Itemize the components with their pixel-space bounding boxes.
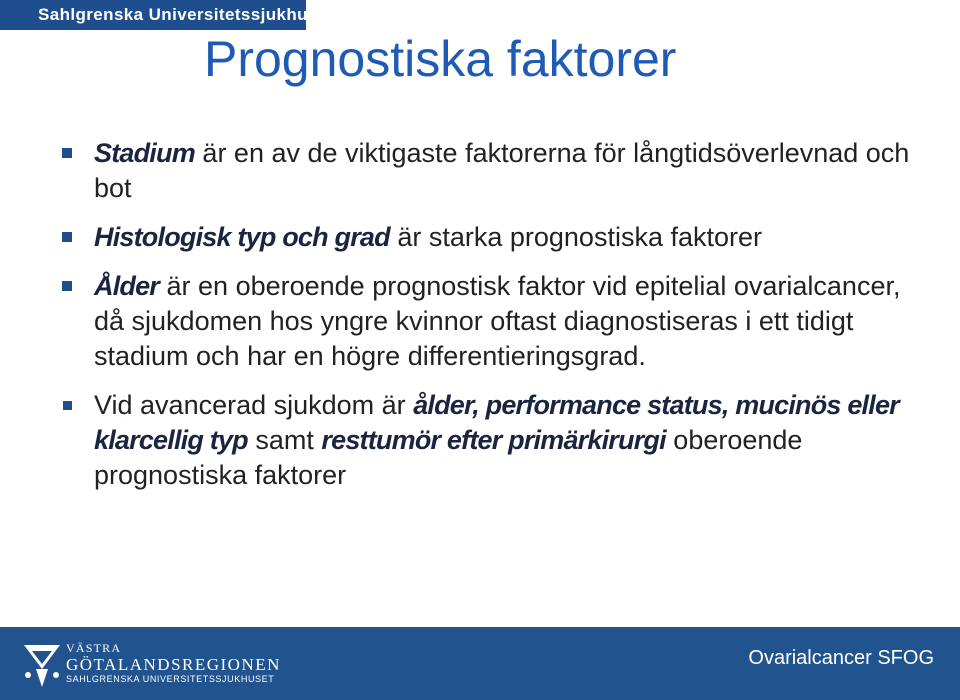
slide-title: Prognostiska faktorer xyxy=(204,31,677,87)
bullet-text: är en oberoende prognostisk faktor vid epitelial ovarialcancer, då sjukdomen hos yngre kvinnor oftast diagnostiseras i ett tidigt stadium och har en högre differentieringsgrad. xyxy=(94,271,901,371)
bullet-item xyxy=(56,388,916,493)
bullet-square-icon xyxy=(62,232,72,242)
bullet-text: samt xyxy=(247,425,322,455)
vgr-logo xyxy=(22,635,281,695)
vgr-logo-text xyxy=(66,641,281,684)
logo-line-3: SAHLGRENSKA UNIVERSITETSSJUKHUSET xyxy=(66,674,275,684)
bullet-keyword: Histologisk typ och grad xyxy=(94,222,390,252)
logo-line-1: VÄSTRA xyxy=(66,641,122,655)
bullet-text: oberoende prognostiska faktorer xyxy=(94,425,803,490)
logo-line-2: GÖTALANDSREGIONEN xyxy=(66,655,281,674)
footer-bar xyxy=(0,627,960,700)
bullet-keyword: Stadium xyxy=(94,138,195,168)
bullet-item xyxy=(56,269,916,374)
bullet-square-icon xyxy=(63,401,72,410)
bullet-keyword: ålder, performance status, mucinös eller klarcellig typ xyxy=(94,390,899,455)
bullet-keyword: resttumör efter primärkirurgi xyxy=(321,425,666,455)
bullet-item xyxy=(56,136,916,206)
bullet-text: Vid avancerad sjukdom är xyxy=(94,390,414,420)
bullet-text: är starka prognostiska faktorer xyxy=(389,222,763,252)
footer-label: Ovarialcancer SFOG xyxy=(748,647,934,669)
bullet-keyword: Ålder xyxy=(94,271,160,301)
bullet-square-icon xyxy=(62,281,72,291)
vgr-emblem-icon xyxy=(22,639,62,691)
bullet-text: är en av de viktigaste faktorerna för långtidsöverlevnad och bot xyxy=(94,138,910,203)
bullet-list xyxy=(56,136,916,507)
header-brand-text: Sahlgrenska Universitetssjukhuset xyxy=(38,5,334,24)
header-brand-bar xyxy=(0,0,334,30)
bullet-item xyxy=(56,220,916,255)
bullet-square-icon xyxy=(62,148,72,158)
